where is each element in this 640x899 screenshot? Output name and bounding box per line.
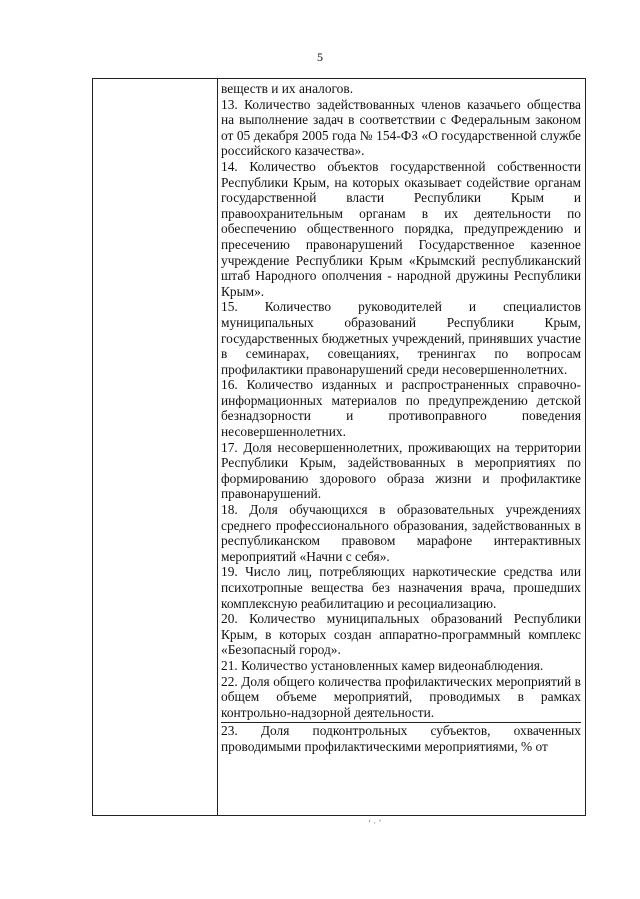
- paragraph-continued: веществ и их аналогов.: [221, 81, 354, 96]
- indicators-table: [92, 78, 586, 816]
- paragraph-15: 15. Количество руководителей и специалистов муниципальных образований Республики Крым, государственных бюджетных учреждений, принявших участие в семинарах, совещаниях, тренингах по вопросам профилактики правонарушений среди несовершеннолетних.: [221, 299, 581, 377]
- paragraph-18: 18. Доля обучающихся в образовательных учреждениях среднего профессионального образования, задействованных в республиканском правовом марафоне интерактивных мероприятий «Начни с себя».: [221, 502, 581, 564]
- paragraph-13: 13. Количество задействованных членов казачьего общества на выполнение задач в соответствии с Федеральным законом от 05 декабря 2005 года № 154-ФЗ «О государственной службе российского казачества».: [221, 96, 581, 159]
- column-divider: [217, 79, 218, 815]
- paragraph-14: 14. Количество объектов государственной собственности Республики Крым, на которых оказывает содействие органам государственной власти Республики Крым и правоохранительным органам в их деятельности по обеспечению общественного порядка, предупреждению и пресечению правонарушений Государственное казенное учреждение Республики Крым «Крымский республиканский штаб Народного ополчения - народной дружины Республики Крым».: [221, 158, 581, 299]
- indicators-cell: [221, 81, 581, 755]
- paragraph-20: 20. Количество муниципальных образований Республики Крым, в которых создан аппаратно-программный комплекс «Безопасный город».: [221, 611, 581, 658]
- paragraph-22: 22. Доля общего количества профилактических мероприятий в общем объеме мероприятий, проводимых в рамках контрольно-надзорной деятельности.: [221, 673, 581, 720]
- scan-artifact: ‘ · ’: [368, 818, 382, 828]
- paragraph-17: 17. Доля несовершеннолетних, проживающих на территории Республики Крым, задействованных в мероприятиях по формированию здорового образа жизни и профилактике правонарушений.: [221, 439, 581, 502]
- paragraph-16: 16. Количество изданных и распространенных справочно-информационных материалов по предупреждению детской безнадзорности и противоправного поведения несовершеннолетних.: [221, 377, 581, 440]
- paragraph-23: 23. Доля подконтрольных субъектов, охваченных проводимыми профилактическими мероприятиями, % от: [221, 723, 581, 754]
- paragraph-21: 21. Количество установленных камер видеонаблюдения.: [221, 657, 544, 673]
- paragraph-19: 19. Число лиц, потребляющих наркотические средства или психотропные вещества без назначения врача, прошедших комплексную реабилитацию и ресоциализацию.: [221, 564, 581, 611]
- page-number: 5: [317, 50, 323, 64]
